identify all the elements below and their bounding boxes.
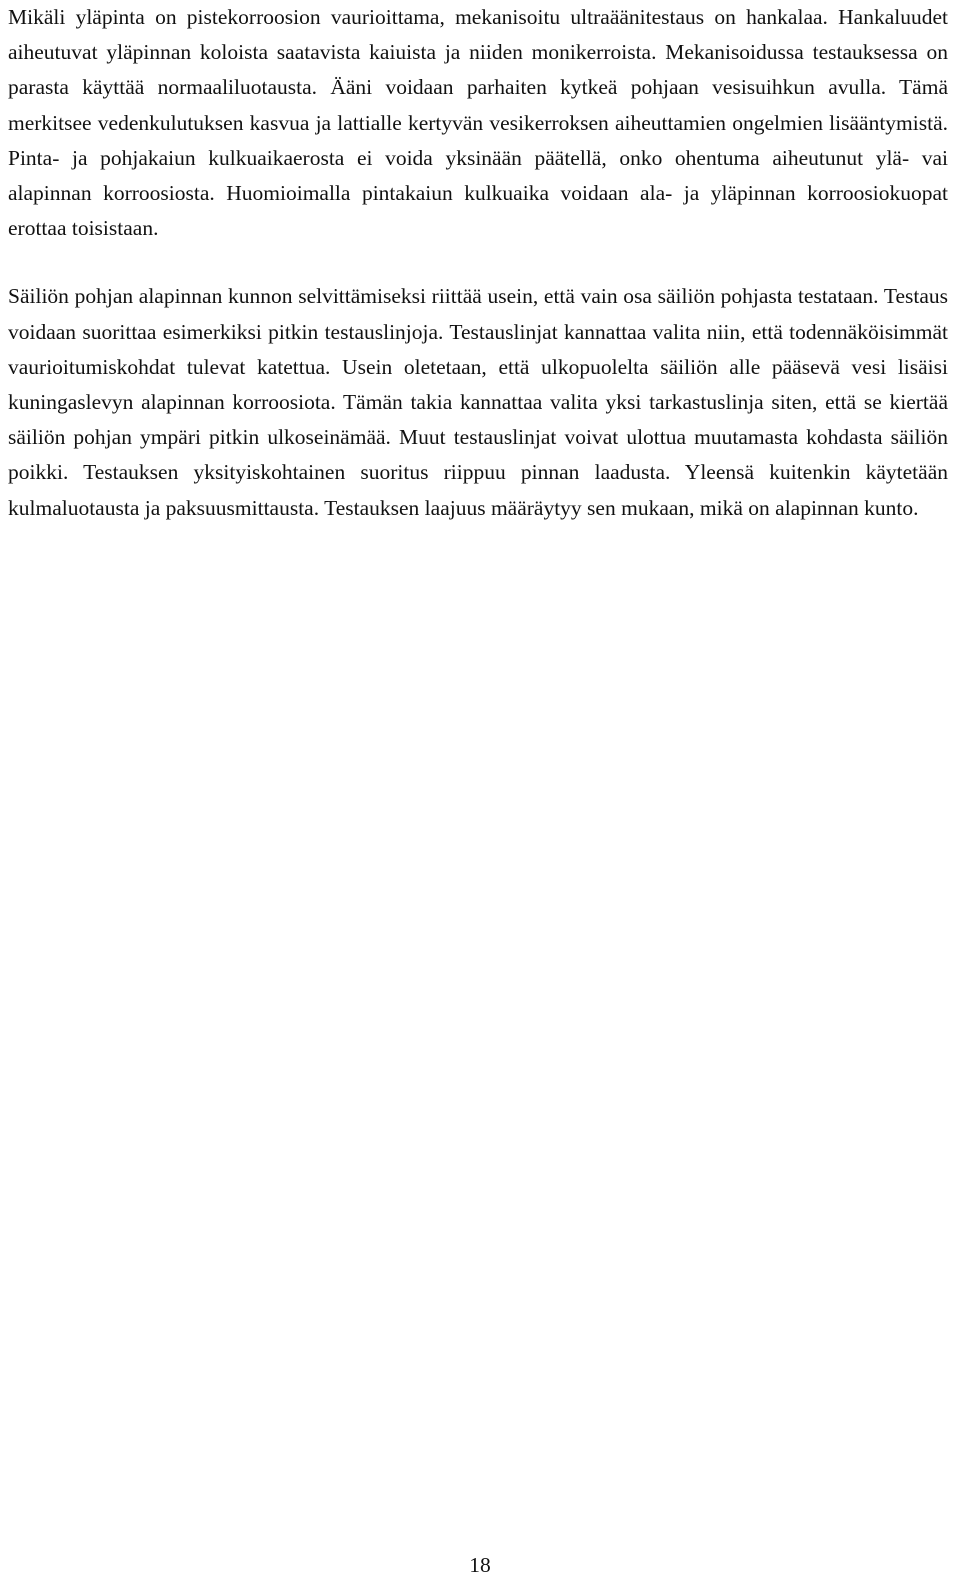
paragraph-2: Säiliön pohjan alapinnan kunnon selvittämiseksi riittää usein, että vain osa säiliön pohjasta testataan. Testaus voidaan suorittaa esimerkiksi pitkin testauslinjoja. Testauslinjat kannattaa valita niin, että todennäköisimmät vaurioitumiskohdat tulevat katettua. Usein oletetaan, että ulkopuolelta säiliön alle pääsevä vesi lisäisi kuningaslevyn alapinnan korroosiota. Tämän takia kannattaa valita yksi tarkastuslinja siten, että se kiertää säiliön pohjan ympäri pitkin ulkoseinämää. Muut testauslinjat voivat ulottua muutamasta kohdasta säiliön poikki. Testauksen yksityiskohtainen suoritus riippuu pinnan laadusta. Yleensä kuitenkin käytetään kulmaluotausta ja paksuusmittausta. Testauksen laajuus määräytyy sen mukaan, mikä on alapinnan kunto. [8,284,948,520]
page-number: 18 [469,1553,491,1577]
document-page [8,0,948,526]
paragraph-1: Mikäli yläpinta on pistekorroosion vaurioittama, mekanisoitu ultraäänitestaus on hankalaa. Hankaluudet aiheutuvat yläpinnan koloista saatavista kaiuista ja niiden monikerroista. Mekanisoidussa testauksessa on parasta käyttää normaaliluotausta. Ääni voidaan parhaiten kytkeä pohjaan vesisuihkun avulla. Tämä merkitsee vedenkulutuksen kasvua ja lattialle kertyvän vesikerroksen aiheuttamien ongelmien lisääntymistä. Pinta- ja pohjakaiun kulkuaikaerosta ei voida yksinään päätellä, onko ohentuma aiheutunut ylä- vai alapinnan korroosiosta. Huomioimalla pintakaiun kulkuaika voidaan ala- ja yläpinnan korroosiokuopat erottaa toisistaan. [8,5,948,241]
